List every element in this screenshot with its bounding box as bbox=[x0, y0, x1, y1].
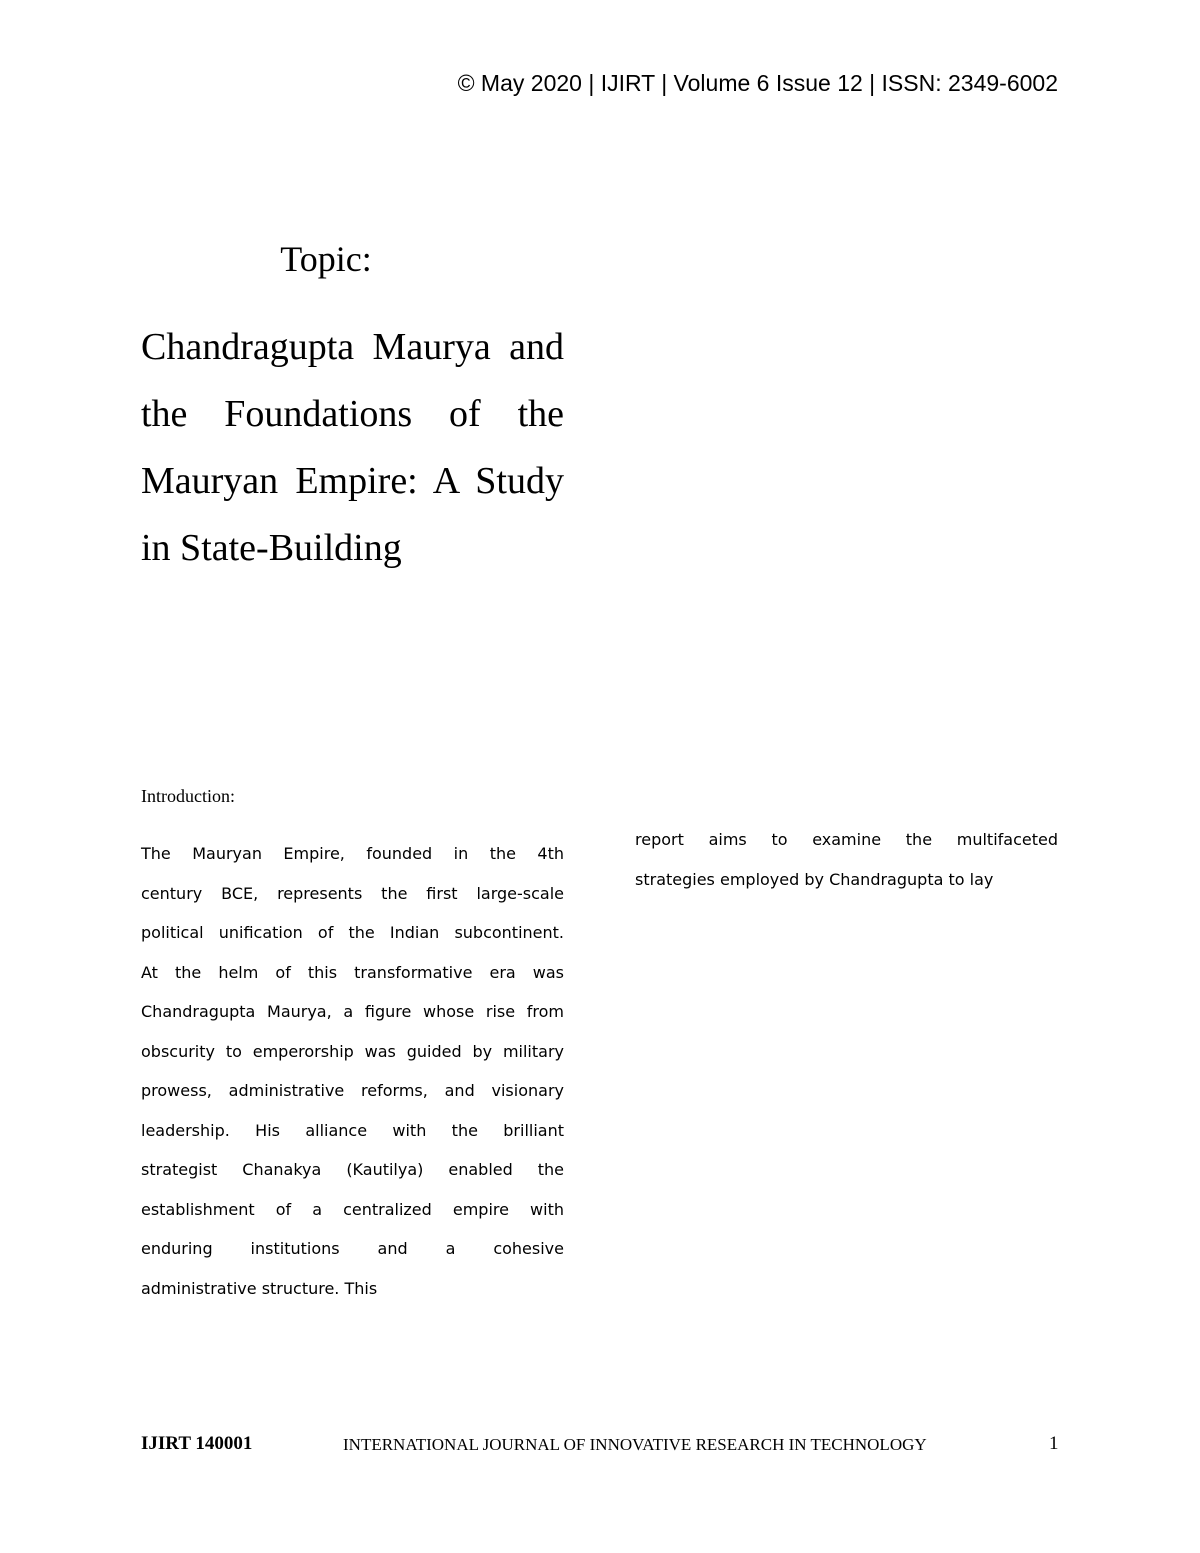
text-line: administrative structure. This bbox=[141, 1278, 378, 1298]
text-line: establishment of a centralized empire with bbox=[141, 1199, 564, 1219]
section-heading: Introduction: bbox=[141, 786, 235, 806]
text-line: At the helm of this transformative era was bbox=[141, 962, 564, 982]
text-line: political unification of the Indian subcontinent. bbox=[141, 923, 564, 942]
text-line: strategist Chanakya (Kautilya) enabled the bbox=[141, 1160, 564, 1179]
page-number: 1 bbox=[1049, 1433, 1059, 1454]
text-line: prowess, administrative reforms, and visionary bbox=[141, 1081, 564, 1100]
title-line: in State-Building bbox=[141, 527, 402, 569]
title-line: Mauryan Empire: A Study bbox=[141, 460, 564, 502]
text-line: obscurity to emperorship was guided by military bbox=[141, 1041, 564, 1061]
text-line: century BCE, represents the first large-scale bbox=[141, 883, 564, 903]
title-line: the Foundations of the bbox=[141, 393, 564, 435]
text-line: Chandragupta Maurya, a figure whose rise from bbox=[141, 1002, 564, 1021]
text-line: The Mauryan Empire, founded in the 4th bbox=[141, 844, 564, 863]
footer-journal-name: INTERNATIONAL JOURNAL OF INNOVATIVE RESEARCH IN TECHNOLOGY bbox=[343, 1435, 927, 1454]
text-line: strategies employed by Chandragupta to lay bbox=[635, 869, 994, 889]
text-line: leadership. His alliance with the brilliant bbox=[141, 1120, 564, 1140]
text-line: enduring institutions and a cohesive bbox=[141, 1239, 564, 1258]
paper-title bbox=[141, 322, 564, 590]
topic-label: Topic: bbox=[280, 239, 372, 279]
text-line: report aims to examine the multifaceted bbox=[635, 830, 1058, 849]
title-line: Chandragupta Maurya and bbox=[141, 326, 564, 368]
body-column-right bbox=[635, 829, 1058, 908]
journal-header: © May 2020 | IJIRT | Volume 6 Issue 12 | ISSN: 2349-6002 bbox=[457, 70, 1058, 96]
body-column-left bbox=[141, 843, 564, 1317]
footer-id: IJIRT 140001 bbox=[141, 1433, 253, 1454]
